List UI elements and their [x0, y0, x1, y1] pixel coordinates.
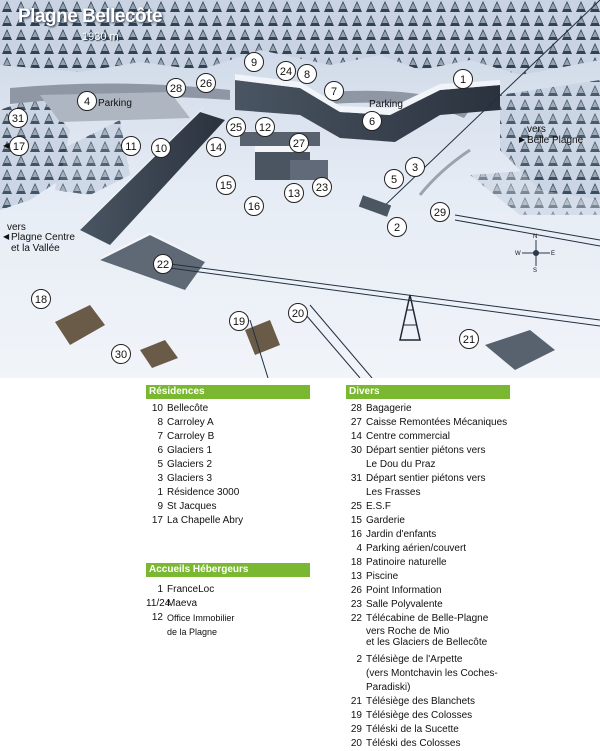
list-item: 30 Départ sentier piétons vers — [350, 445, 486, 456]
map-marker-26[interactable]: 26 — [196, 73, 216, 93]
map-marker-11[interactable]: 11 — [121, 136, 141, 156]
list-item: 2 Télésiège de l'Arpette — [356, 654, 463, 665]
map-marker-17[interactable]: 17 — [9, 136, 29, 156]
map-marker-12[interactable]: 12 — [255, 117, 275, 137]
map-marker-19[interactable]: 19 — [229, 311, 249, 331]
list-item: 10 Bellecôte — [151, 403, 209, 414]
map-marker-23[interactable]: 23 — [312, 177, 332, 197]
label-centre-line2: et la Vallée — [11, 243, 60, 254]
list-item: 11/24 Maeva — [146, 598, 198, 609]
list-item: 5 Glaciers 2 — [157, 459, 213, 470]
list-item: 25 E.S.F — [350, 501, 392, 512]
list-item: 26 Point Information — [350, 585, 442, 596]
list-item: 6 Glaciers 1 — [157, 445, 213, 456]
list-item: 13 Piscine — [350, 571, 399, 582]
list-item: 9 St Jacques — [157, 501, 217, 512]
list-item: 3 Glaciers 3 — [157, 473, 213, 484]
list-item: 12 Office Immobilier — [151, 612, 235, 623]
label-centre-line1: Plagne Centre — [11, 232, 75, 243]
list-item: 27 Caisse Remontées Mécaniques — [350, 417, 508, 428]
list-item-continued: Les Frasses — [366, 487, 421, 498]
compass-w: W — [515, 251, 521, 257]
divers-list — [346, 402, 510, 751]
list-item: 7 Carroley B — [157, 431, 215, 442]
map-marker-9[interactable]: 9 — [244, 52, 264, 72]
compass-s: S — [533, 268, 538, 274]
map-marker-20[interactable]: 20 — [288, 303, 308, 323]
list-item: 29 Téléski de la Sucette — [350, 724, 459, 735]
list-item-continued: Paradiski) — [366, 682, 411, 693]
map-marker-2[interactable]: 2 — [387, 217, 407, 237]
list-item: 4 Parking aérien/couvert — [356, 543, 467, 554]
list-item-continued: et les Glaciers de Bellecôte — [366, 637, 488, 648]
map-marker-18[interactable]: 18 — [31, 289, 51, 309]
list-item-continued: Le Dou du Praz — [366, 459, 436, 470]
divers-header: Divers — [346, 385, 510, 399]
list-item: 19 Télésiège des Colosses — [350, 710, 473, 721]
accueils-list — [146, 583, 310, 639]
map-marker-3[interactable]: 3 — [405, 157, 425, 177]
residences-list — [146, 402, 310, 528]
residences-header: Résidences — [146, 385, 310, 399]
list-item: 16 Jardin d'enfants — [350, 529, 437, 540]
map-marker-15[interactable]: 15 — [216, 175, 236, 195]
arrow-right-icon: ▶ — [519, 135, 526, 144]
list-item: 18 Patinoire naturelle — [350, 557, 447, 568]
map-marker-10[interactable]: 10 — [151, 138, 171, 158]
map-marker-25[interactable]: 25 — [226, 117, 246, 137]
label-belle-vers: vers — [527, 124, 546, 135]
map-marker-29[interactable]: 29 — [430, 202, 450, 222]
list-item: 31 Départ sentier piétons vers — [350, 473, 486, 484]
arrow-left-icon: ◀ — [3, 141, 10, 150]
legend-left-column — [146, 385, 310, 639]
map-title: Plagne Bellecôte — [18, 6, 163, 27]
map-marker-16[interactable]: 16 — [244, 196, 264, 216]
map-marker-7[interactable]: 7 — [324, 81, 344, 101]
list-item: 23 Salle Polyvalente — [350, 599, 443, 610]
map-marker-8[interactable]: 8 — [297, 64, 317, 84]
list-item: 15 Garderie — [350, 515, 405, 526]
map-marker-24[interactable]: 24 — [276, 61, 296, 81]
list-item: 1 Résidence 3000 — [157, 487, 240, 498]
list-item: 28 Bagagerie — [350, 403, 412, 414]
map-marker-28[interactable]: 28 — [166, 78, 186, 98]
legend-right-column — [346, 385, 510, 751]
compass-n: N — [533, 234, 538, 240]
arrow-left-icon: ◀ — [3, 232, 10, 241]
compass-e: E — [551, 251, 556, 257]
map-marker-1[interactable]: 1 — [453, 69, 473, 89]
map-marker-14[interactable]: 14 — [206, 137, 226, 157]
list-item-continued: de la Plagne — [167, 627, 218, 637]
map-marker-27[interactable]: 27 — [289, 133, 309, 153]
map-marker-5[interactable]: 5 — [384, 169, 404, 189]
map-altitude: 1930 m — [82, 31, 119, 43]
map-marker-31[interactable]: 31 — [8, 108, 28, 128]
list-item: 1 FranceLoc — [157, 584, 215, 595]
map-marker-30[interactable]: 30 — [111, 344, 131, 364]
accueils-header: Accueils Hébergeurs — [146, 563, 310, 577]
list-item: 8 Carroley A — [157, 417, 214, 428]
map-marker-22[interactable]: 22 — [153, 254, 173, 274]
list-item: 17 La Chapelle Abry — [151, 515, 244, 526]
list-item-continued: (vers Montchavin les Coches- — [366, 668, 498, 679]
list-item: 21 Télésiège des Blanchets — [350, 696, 475, 707]
map-marker-4[interactable]: 4 — [77, 91, 97, 111]
label-centre-vers: vers — [7, 222, 26, 233]
list-item: 22 Télécabine de Belle-Plagne — [350, 613, 489, 624]
list-item: 14 Centre commercial — [350, 431, 450, 442]
map-marker-6[interactable]: 6 — [362, 111, 382, 131]
label-belle-plagne: Belle Plagne — [527, 135, 584, 146]
label-parking-6: Parking — [369, 99, 403, 110]
label-parking-4: Parking — [98, 98, 132, 109]
list-item-continued: vers Roche de Mio — [366, 626, 450, 637]
map-marker-21[interactable]: 21 — [459, 329, 479, 349]
list-item: 20 Téléski des Colosses — [350, 738, 461, 749]
map-marker-13[interactable]: 13 — [284, 183, 304, 203]
